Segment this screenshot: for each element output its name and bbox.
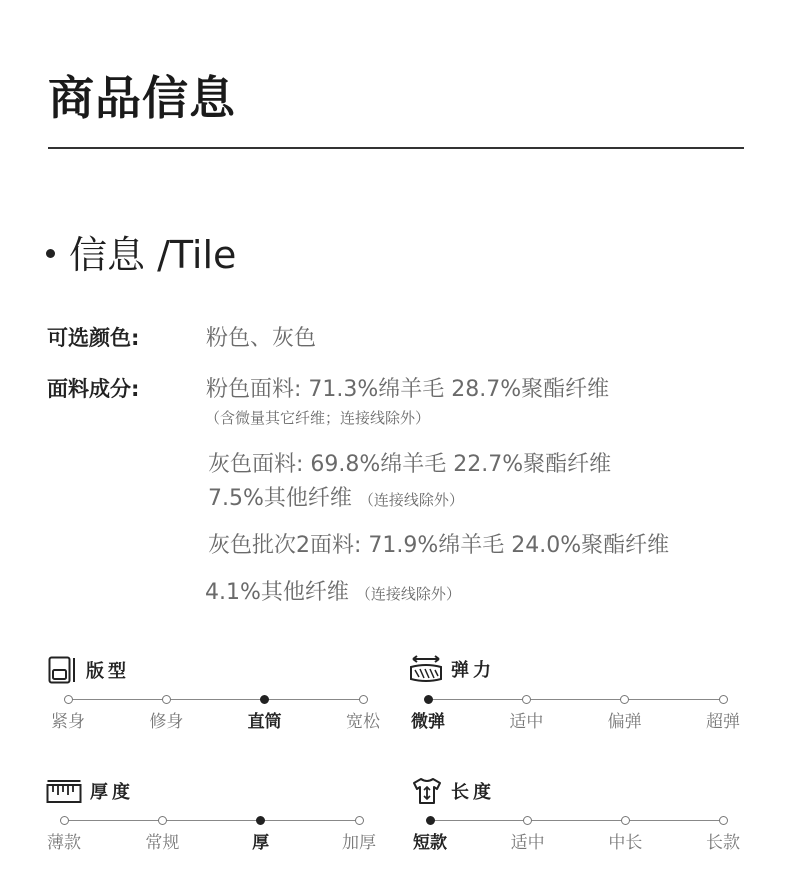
elasticity-title: 弹力 [451, 660, 495, 681]
thickness-option-label: 常规 [145, 833, 180, 853]
gray-fabric-note: （连接线除外） [358, 491, 464, 509]
thickness-option-dot [256, 816, 265, 825]
thickness-option-dot [158, 816, 167, 825]
fabric-label: 面料成分: [47, 377, 140, 401]
gray2-fabric-other: 4.1%其他纤维 [205, 580, 349, 605]
elasticity-option-dot [620, 695, 629, 704]
bullet-dot [46, 249, 55, 258]
elasticity-option-label: 偏弹 [607, 712, 642, 732]
length-option-label: 中长 [608, 833, 643, 853]
length-option-dot [621, 816, 630, 825]
gray2-fabric-line2 [205, 575, 461, 606]
gray-fabric-line2 [208, 481, 464, 512]
pink-fabric-note: （含微量其它纤维；连接线除外） [205, 409, 431, 427]
elasticity-option-dot [424, 695, 433, 704]
length-option-label: 长款 [706, 833, 740, 853]
title-divider [48, 147, 744, 149]
elasticity-option-label: 超弹 [706, 712, 740, 732]
length-option-dot [719, 816, 728, 825]
section-title: 信息 /Tile [69, 233, 237, 277]
thickness-heading [46, 778, 134, 804]
length-heading [411, 776, 495, 806]
thickness-scale-line [64, 820, 359, 821]
thickness-option-dot [60, 816, 69, 825]
section-heading [46, 224, 236, 279]
fit-option-dot [260, 695, 269, 704]
elasticity-heading [409, 655, 495, 683]
colors-value: 粉色、灰色 [206, 326, 317, 351]
thickness-option-dot [355, 816, 364, 825]
gray2-fabric-note: （连接线除外） [355, 585, 461, 603]
fit-scale-line [68, 699, 363, 700]
fit-heading [48, 656, 130, 684]
page-title: 商品信息 [48, 71, 236, 125]
elasticity-option-dot [522, 695, 531, 704]
thickness-option-label: 厚 [252, 833, 270, 853]
elasticity-option-label: 微弹 [411, 712, 445, 732]
length-option-label: 适中 [510, 833, 545, 853]
length-option-dot [523, 816, 532, 825]
tshirt-length-icon [411, 776, 443, 806]
stretch-icon [409, 655, 443, 683]
gray-fabric-other: 7.5%其他纤维 [208, 486, 352, 511]
thickness-title: 厚度 [90, 782, 134, 803]
pink-fabric-line: 粉色面料: 71.3%绵羊毛 28.7%聚酯纤维 [206, 377, 610, 402]
fit-option-dot [64, 695, 73, 704]
ruler-icon [46, 778, 82, 804]
gray-fabric-line: 灰色面料: 69.8%绵羊毛 22.7%聚酯纤维 [208, 452, 612, 477]
fit-option-label: 紧身 [51, 712, 85, 732]
length-scale-line [430, 820, 723, 821]
length-title: 长度 [451, 782, 495, 803]
fit-option-label: 直筒 [247, 712, 282, 732]
fit-option-dot [359, 695, 368, 704]
length-option-dot [426, 816, 435, 825]
fit-option-dot [162, 695, 171, 704]
gray2-fabric-line: 灰色批次2面料: 71.9%绵羊毛 24.0%聚酯纤维 [208, 533, 670, 558]
fit-title: 版型 [86, 661, 130, 682]
fit-option-label: 修身 [149, 712, 184, 732]
elasticity-option-dot [719, 695, 728, 704]
length-option-label: 短款 [413, 833, 447, 853]
elasticity-option-label: 适中 [509, 712, 544, 732]
fit-option-label: 宽松 [346, 712, 380, 732]
colors-label: 可选颜色: [47, 326, 140, 350]
garment-fit-icon [48, 656, 78, 684]
elasticity-scale-line [428, 699, 723, 700]
thickness-option-label: 薄款 [47, 833, 81, 853]
thickness-option-label: 加厚 [342, 833, 376, 853]
